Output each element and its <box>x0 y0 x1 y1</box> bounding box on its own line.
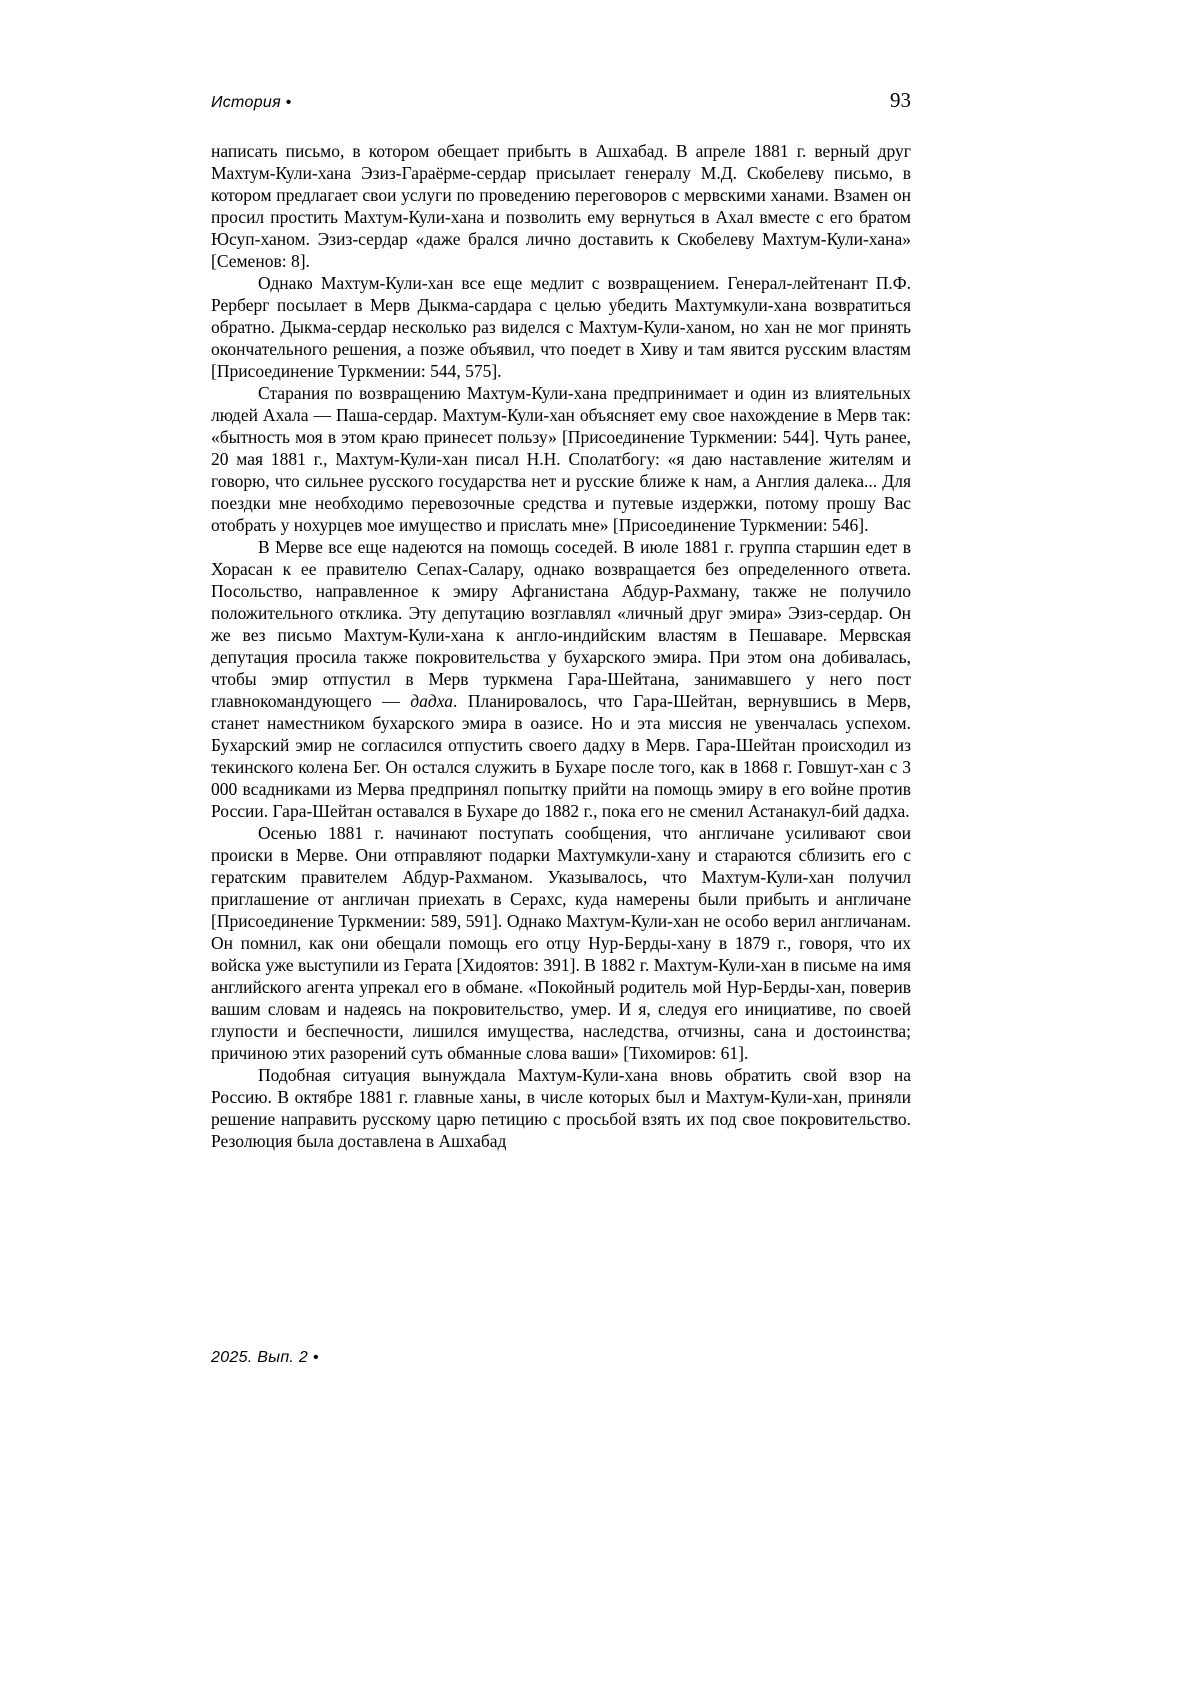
paragraph <box>211 1064 911 1152</box>
paragraph <box>211 536 911 822</box>
text-run: Подобная ситуация вынуждала Махтум-Кули-хана вновь обратить свой взор на Россию. В октябре 1881 г. главные ханы, в числе которых был и Махтум-Кули-хан, приняли решение направить русскому царю петицию с просьбой взять их под свое покровительство. Резолюция была доставлена в Ашхабад <box>211 1065 911 1151</box>
article-body <box>211 140 911 1152</box>
text-run: Однако Махтум-Кули-хан все еще медлит с возвращением. Генерал-лейтенант П.Ф. Рерберг посылает в Мерв Дыкма-сардара с целью убедить Махтумкули-хана возвратиться обратно. Дыкма-сердар несколько раз виделся с Махтум-Кули-ханом, но хан не мог принять окончательного решения, а позже объявил, что поедет в Хиву и там явится русским властям [Присоединение Туркмении: 544, 575]. <box>211 273 911 381</box>
text-run: Старания по возвращению Махтум-Кули-хана предпринимает и один из влиятельных людей Ахала — Паша-сердар. Махтум-Кули-хан объясняет ему свое нахождение в Мерв так: «бытность моя в этом краю принесет пользу» [Присоединение Туркмении: 544]. Чуть ранее, 20 мая 1881 г., Махтум-Кули-хан писал Н.Н. Сполатбогу: «я даю наставление жителям и говорю, что сильнее русского государства нет и русские ближе к нам, а Англия далека... Для поездки мне необходимо перевозочные средства и путевые издержки, потому прошу Вас отобрать у нохурцев мое имущество и прислать мне» [Присоединение Туркмении: 546]. <box>211 383 911 535</box>
page-number: 93 <box>890 88 911 112</box>
page-footer: 2025. Вып. 2 • <box>211 1349 319 1366</box>
text-run: . Планировалось, что Гара-Шейтан, вернувшись в Мерв, станет наместником бухарского эмира в оазисе. Но и эта миссия не увенчалась успехом. Бухарский эмир не согласился отпустить своего дадху в Мерв. Гара-Шейтан происходил из текинского колена Бег. Он остался служить в Бухаре после того, как в 1868 г. Говшут-хан с 3 000 всадниками из Мерва предпринял попытку прийти на помощь эмиру в его войне против России. Гара-Шейтан оставался в Бухаре до 1882 г., пока его не сменил Астанакул-бий дадха. <box>211 691 911 821</box>
text-run: написать письмо, в котором обещает прибыть в Ашхабад. В апреле 1881 г. верный друг Махтум-Кули-хана Эзиз-Гараёрме-сердар присылает генералу М.Д. Скобелеву письмо, в котором предлагает свои услуги по проведению переговоров с мервскими ханами. Взамен он просил простить Махтум-Кули-хана и позволить ему вернуться в Ахал вместе с его братом Юсуп-ханом. Эзиз-сердар «даже брался лично доставить к Скобелеву Махтум-Кули-хана» [Семенов: 8]. <box>211 141 911 271</box>
paragraph <box>211 382 911 536</box>
text-run: В Мерве все еще надеются на помощь соседей. В июле 1881 г. группа старшин едет в Хорасан к ее правителю Сепах-Салару, однако возвращается без определенного ответа. Посольство, направленное к эмиру Афганистана Абдур-Рахману, также не получило положительного отклика. Эту депутацию возглавлял «личный друг эмира» Эзиз-сердар. Он же вез письмо Махтум-Кули-хана к англо-индийским властям в Пешаваре. Мервская депутация просила также покровительства у бухарского эмира. При этом она добивалась, чтобы эмир отпустил в Мерв туркмена Гара-Шейтана, занимавшего у него пост главнокомандующего — <box>211 537 911 711</box>
paragraph <box>211 140 911 272</box>
text-run: Осенью 1881 г. начинают поступать сообщения, что англичане усиливают свои происки в Мерве. Они отправляют подарки Махтумкули-хану и стараются сблизить его с гератским правителем Абдур-Рахманом. Указывалось, что Махтум-Кули-хан получил приглашение от англичан приехать в Серахс, куда намерены были прибыть и англичане [Присоединение Туркмении: 589, 591]. Однако Махтум-Кули-хан не особо верил англичанам. Он помнил, как они обещали помощь его отцу Нур-Берды-хану в 1879 г., говоря, что их войска уже выступили из Герата [Хидоятов: 391]. В 1882 г. Махтум-Кули-хан в письме на имя английского агента упрекал его в обмане. «Покойный родитель мой Нур-Берды-хан, поверив вашим словам и надеясь на покровительство, умер. И я, следуя его инициативе, по своей глупости и беспечности, лишился имущества, наследства, отчизны, сана и достоинства; причиною этих разорений суть обманные слова ваши» [Тихомиров: 61]. <box>211 823 911 1063</box>
italic-run: дадха <box>410 691 453 711</box>
paragraph <box>211 272 911 382</box>
paragraph <box>211 822 911 1064</box>
running-title: История • <box>211 94 292 111</box>
page-header <box>211 88 911 113</box>
